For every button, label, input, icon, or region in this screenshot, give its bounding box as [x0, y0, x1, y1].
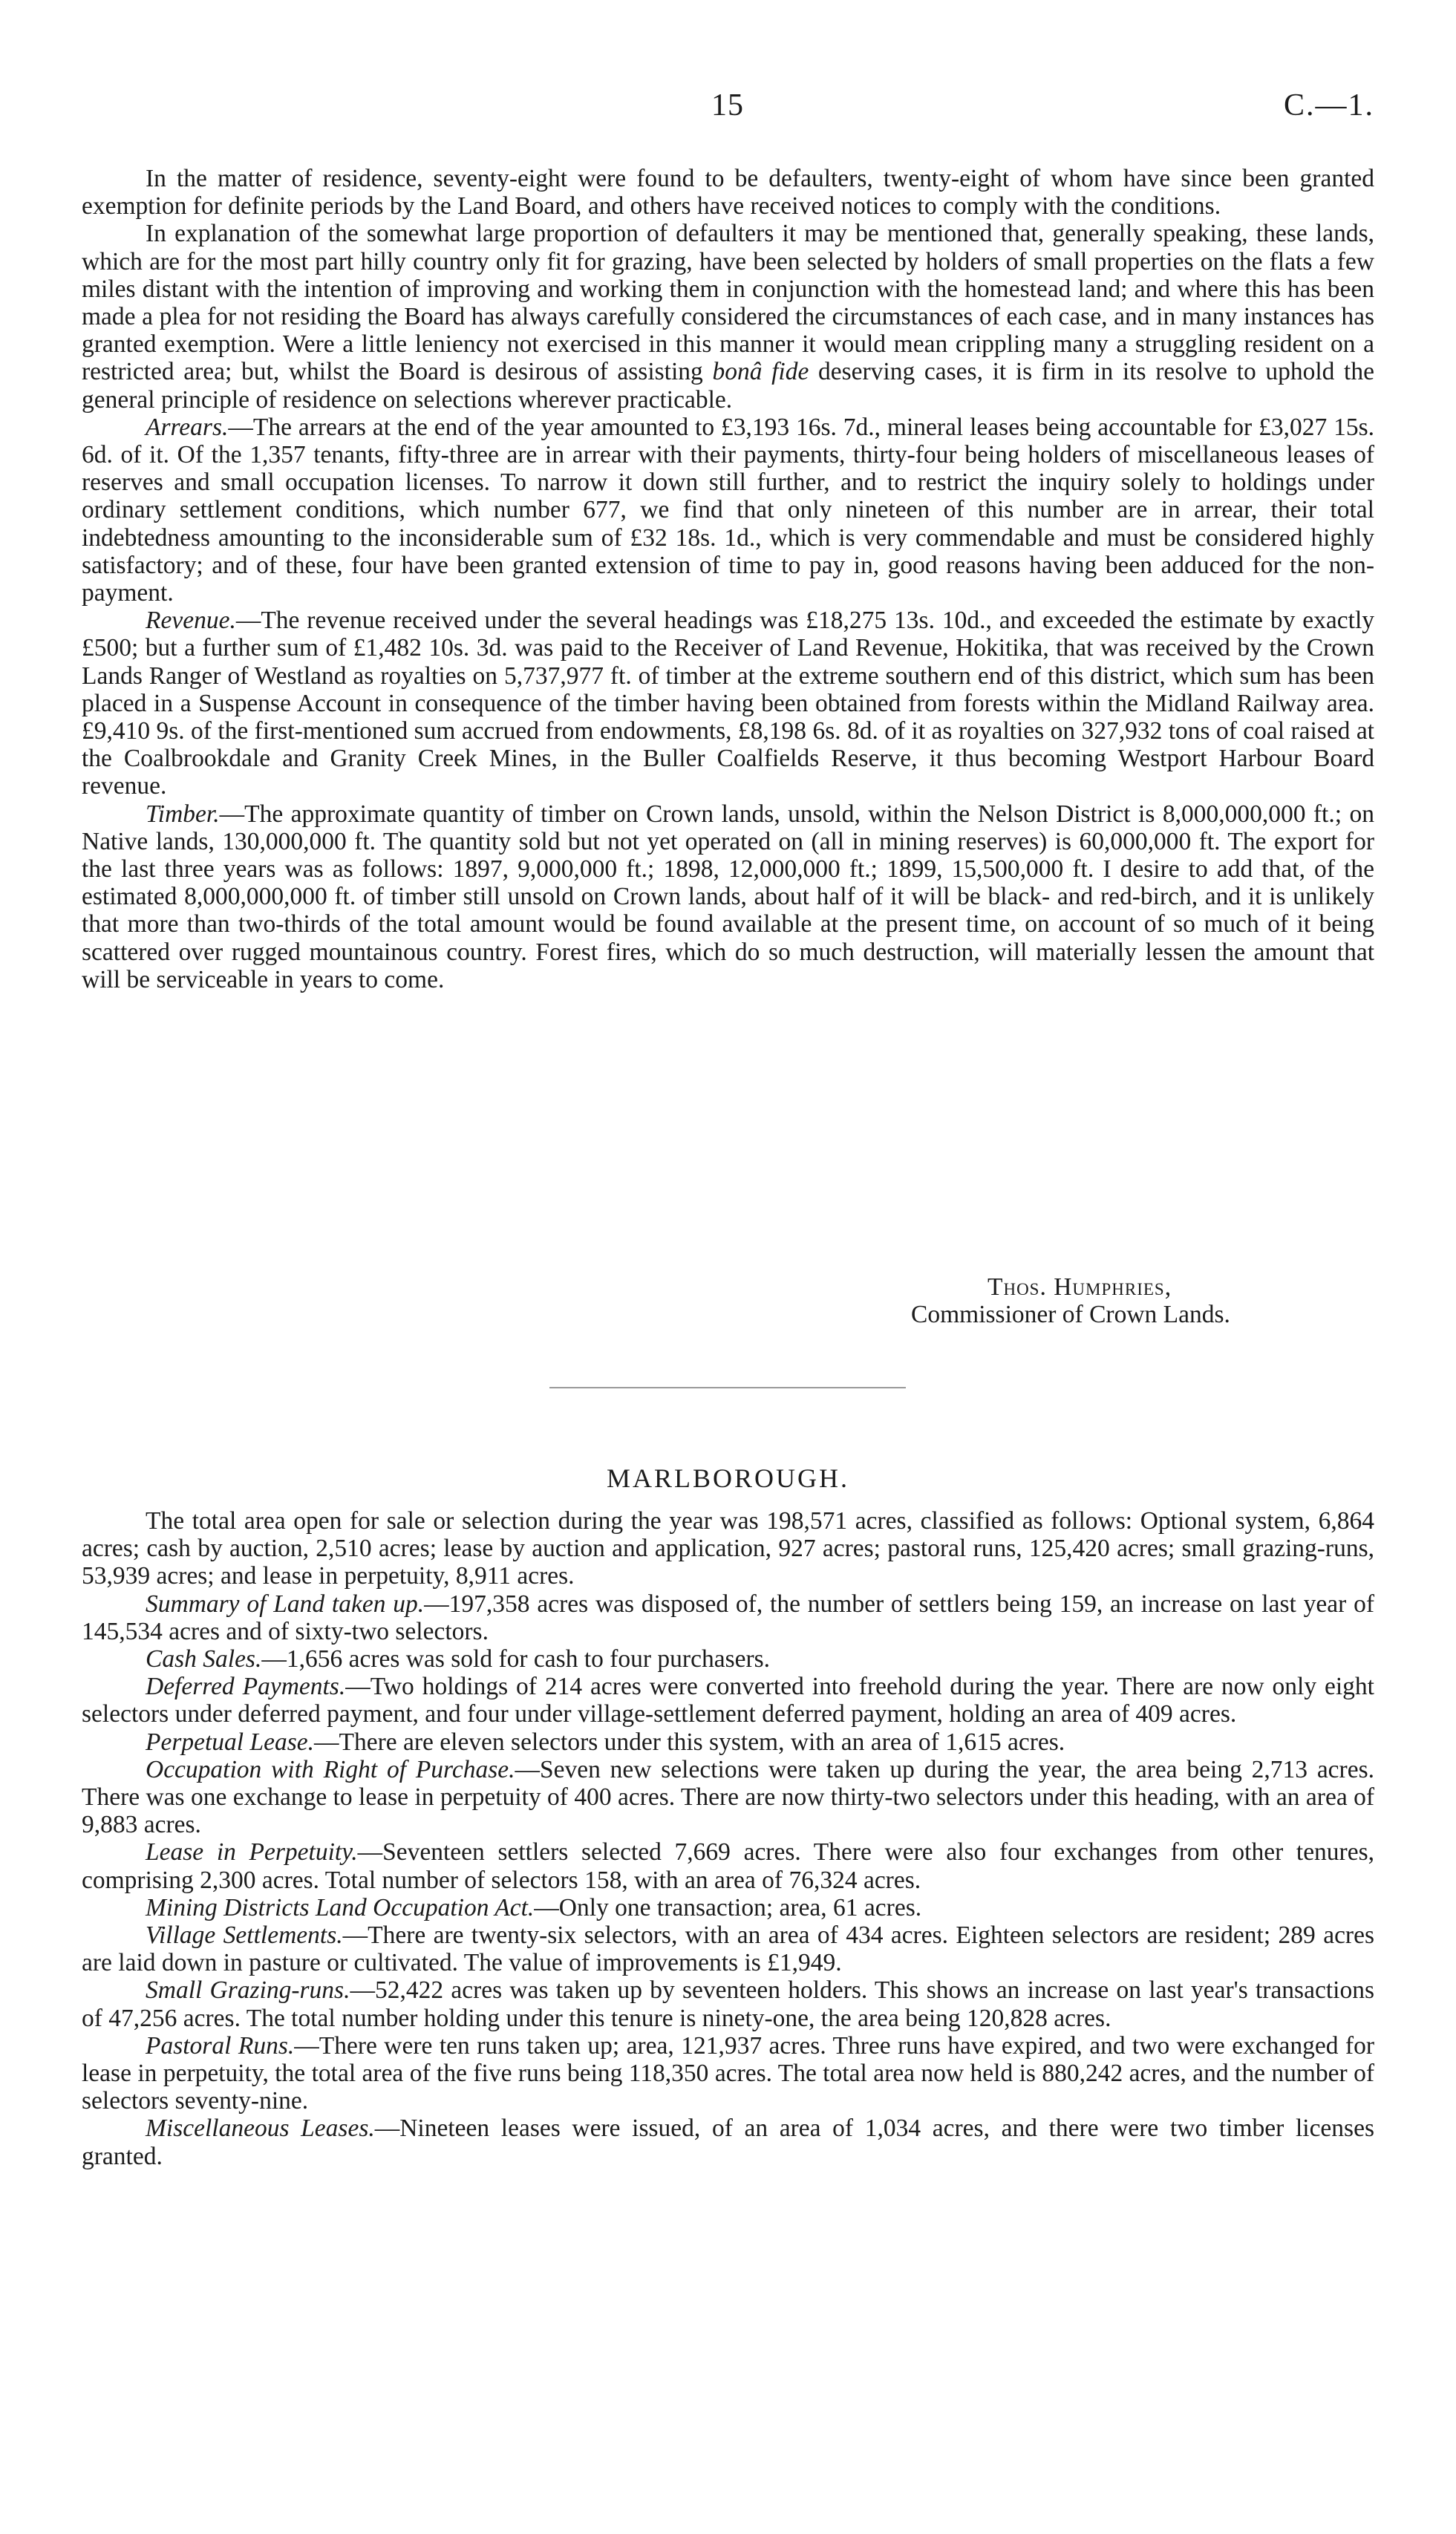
occupation-right-purchase-heading: Occupation with Right of Purchase. — [146, 1755, 515, 1783]
pastoral-runs-heading: Pastoral Runs. — [146, 2031, 295, 2060]
arrears-text: —The arrears at the end of the year amounted to £3,193 16s. 7d., mineral leases being accountable for £3,027 15s. 6d. of it. Of the 1,357 tenants, fifty-three are in arrear with their payments, thirty-four being holders of miscellaneous leases of reserves and small occupation licenses. To narrow it down still further, and to restrict the inquiry solely to holdings under ordinary settlement conditions, which number 677, we find that only nineteen of this number are in arrear, their total indebtedness amounting to the inconsiderable sum of £32 18s. 1d., which is very commendable and must be considered highly satisfactory; and of these, four have been granted extension of time to pay in, good reasons having been adduced for the non-payment. — [82, 413, 1374, 607]
document-reference: C.—1. — [1283, 88, 1374, 123]
revenue-heading: Revenue. — [146, 607, 236, 635]
small-grazing-runs-text: —52,422 acres was taken up by seventeen holders. This shows an increase on last year's transactions of 47,256 acres. The total number holding under this tenure is ninety-one, the area being 120,828 acres. — [82, 1976, 1374, 2032]
page-header — [0, 88, 1456, 132]
page-number: 15 — [711, 88, 744, 123]
arrears-heading: Arrears. — [146, 413, 229, 441]
miscellaneous-leases-heading: Miscellaneous Leases. — [146, 2115, 375, 2143]
cash-sales-paragraph — [82, 1645, 1374, 1673]
summary-heading: Summary of Land taken up. — [146, 1590, 425, 1618]
marlborough-section — [82, 1507, 1374, 2170]
explanation-italic-phrase: bonâ fide — [712, 358, 809, 386]
explanation-text-start: In explanation of the somewhat large proportion of defaulters it may be mentioned that, generally speaking, these lands, which are for the most part hilly country only fit for grazing, have been selected by holders of small properties on the flats a few miles distant with the intention of improving and working them in conjunction with the homestead land; and where this has been made a plea for not residing the Board has always carefully considered the circumstances of each case, and in many instances has granted exemption. Were a little leniency not exercised in this manner it would mean crippling many a struggling resident on a restricted area; but, whilst the Board is desirous of assisting — [82, 220, 1374, 386]
deferred-payments-text: —Two holdings of 214 acres were converted into freehold during the year. There are now only eight selectors under deferred payment, and four under village-settlement deferred payment, holding an area of 409 acres. — [82, 1673, 1374, 1728]
small-grazing-runs-paragraph — [82, 1976, 1374, 2031]
cash-sales-text: —1,656 acres was sold for cash to four purchasers. — [261, 1645, 771, 1673]
signature-title: Commissioner of Crown Lands. — [911, 1301, 1230, 1329]
cash-sales-heading: Cash Sales. — [146, 1645, 262, 1673]
revenue-paragraph — [82, 607, 1374, 800]
lease-in-perpetuity-text: —Seventeen settlers selected 7,669 acres. There were also four exchanges from other tenures, comprising 2,300 acres. Total number of selectors 158, with an area of 76,324 acres. — [82, 1838, 1374, 1894]
nelson-section — [82, 165, 1374, 993]
miscellaneous-leases-text: —Nineteen leases were issued, of an area of 1,034 acres, and there were two timber licenses granted. — [82, 2115, 1374, 2170]
small-grazing-runs-heading: Small Grazing-runs. — [146, 1976, 350, 2005]
pastoral-runs-text: —There were ten runs taken up; area, 121,937 acres. Three runs have expired, and two were exchanged for lease in perpetuity, the total area of the five runs being 118,350 acres. The total area now held is 880,242 acres, and the number of selectors seventy-nine. — [82, 2031, 1374, 2115]
revenue-text: —The revenue received under the several headings was £18,275 13s. 10d., and exceeded the estimate by exactly £500; but a further sum of £1,482 10s. 3d. was paid to the Receiver of Land Revenue, Hokitika, that was received by the Crown Lands Ranger of Westland as royalties on 5,737,977 ft. of timber at the extreme southern end of this district, which sum has been placed in a Suspense Account in consequence of the timber having been obtained from forests within the Midland Railway area. £9,410 9s. of the first-mentioned sum accrued from endowments, £8,198 6s. 8d. of it as royalties on 327,932 tons of coal raised at the Coalbrookdale and Granity Creek Mines, in the Buller Coalfields Reserve, it thus becoming Westport Harbour Board revenue. — [82, 607, 1374, 800]
timber-paragraph — [82, 800, 1374, 993]
village-settlements-text: —There are twenty-six selectors, with an area of 434 acres. Eighteen selectors are resident; 289 acres are laid down in pasture or cultivated. The value of improvements is £1,949. — [82, 1921, 1374, 1977]
explanation-text-end: deserving cases, it is firm in its resolve to uphold the general principle of residence on selections wherever practicable. — [82, 358, 1374, 414]
timber-heading: Timber. — [146, 800, 220, 828]
section-divider — [549, 1387, 906, 1388]
occupation-right-purchase-paragraph — [82, 1756, 1374, 1839]
section-heading-marlborough: MARLBOROUGH. — [606, 1463, 850, 1493]
lease-in-perpetuity-paragraph — [82, 1838, 1374, 1893]
defaulters-explanation-paragraph — [82, 220, 1374, 413]
marlborough-intro-paragraph: The total area open for sale or selection during the year was 198,571 acres, classified as follows: Optional system, 6,864 acres; cash by auction, 2,510 acres; lease by auction and application, 927 acres; pastoral runs, 125,420 acres; small grazing-runs, 53,939 acres; and lease in perpetuity, 8,911 acres. — [82, 1507, 1374, 1590]
signature-name: Thos. Humphries, — [987, 1273, 1172, 1301]
summary-text: —197,358 acres was disposed of, the number of settlers being 159, an increase on last year of 145,534 acres and of sixty-two selectors. — [82, 1590, 1374, 1645]
village-settlements-paragraph — [82, 1921, 1374, 1976]
deferred-payments-heading: Deferred Payments. — [146, 1673, 346, 1701]
summary-paragraph — [82, 1590, 1374, 1645]
pastoral-runs-paragraph — [82, 2032, 1374, 2115]
signature-block — [82, 1273, 1374, 1328]
mining-districts-paragraph — [82, 1894, 1374, 1921]
perpetual-lease-heading: Perpetual Lease. — [146, 1728, 315, 1756]
mining-districts-heading: Mining Districts Land Occupation Act. — [146, 1893, 535, 1921]
miscellaneous-leases-paragraph — [82, 2115, 1374, 2169]
residence-paragraph: In the matter of residence, seventy-eight were found to be defaulters, twenty-eight of whom have since been granted exemption for definite periods by the Land Board, and others have received notices to comply with the conditions. — [82, 165, 1374, 221]
timber-text: —The approximate quantity of timber on Crown lands, unsold, within the Nelson District is 8,000,000,000 ft.; on Native lands, 130,000,000 ft. The quantity sold but not yet operated on (all in mining reserves) is 60,000,000 ft. The export for the last three years was as follows: 1897, 9,000,000 ft.; 1898, 12,000,000 ft.; 1899, 15,500,000 ft. I desire to add that, of the estimated 8,000,000,000 ft. of timber still unsold on Crown lands, about half of it will be black- and red-birch, and it is unlikely that more than two-thirds of the total amount would be found available at the present time, on account of so much of it being scattered over rugged mountainous country. Forest fires, which do so much destruction, will materially lessen the amount that will be serviceable in years to come. — [82, 800, 1374, 993]
village-settlements-heading: Village Settlements. — [146, 1921, 343, 1950]
occupation-right-purchase-text: —Seven new selections were taken up during the year, the area being 2,713 acres. There was one exchange to lease in perpetuity of 400 acres. There are now thirty-two selectors under this heading, with an area of 9,883 acres. — [82, 1755, 1374, 1839]
arrears-paragraph — [82, 414, 1374, 607]
mining-districts-text: —Only one transaction; area, 61 acres. — [534, 1893, 922, 1921]
perpetual-lease-paragraph — [82, 1728, 1374, 1756]
deferred-payments-paragraph — [82, 1673, 1374, 1728]
perpetual-lease-text: —There are eleven selectors under this system, with an area of 1,615 acres. — [314, 1728, 1065, 1756]
lease-in-perpetuity-heading: Lease in Perpetuity. — [146, 1838, 358, 1867]
